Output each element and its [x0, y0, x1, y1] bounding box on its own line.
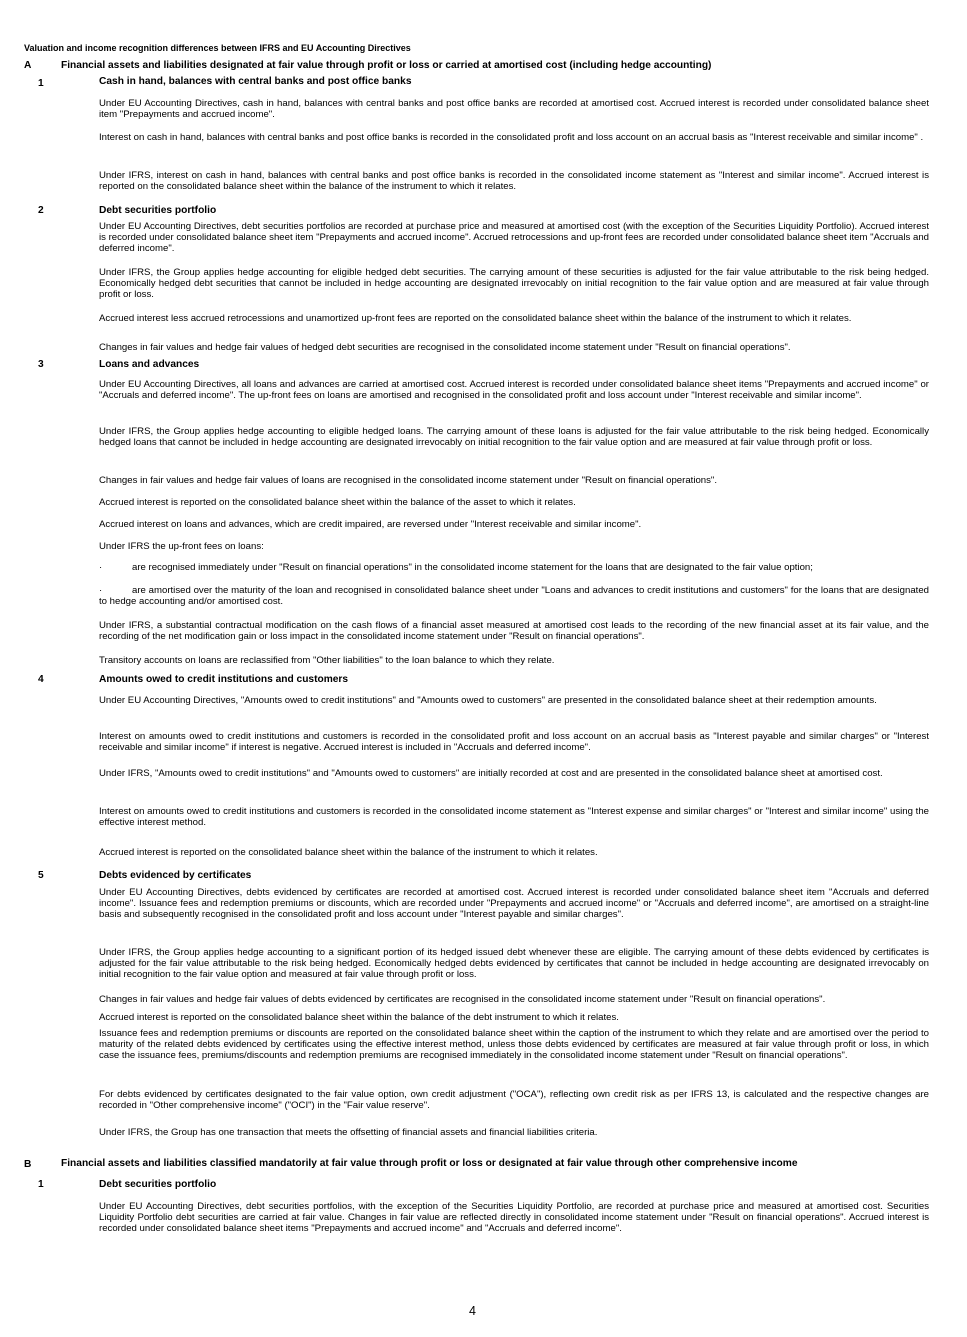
- paragraph: For debts evidenced by certificates designated to the fair value option, own credit adjustment ("OCA"), reflecting own credit risk as per IFRS 13, is calculated and the respective changes are recorded in "Other comprehensive income" ("OCI") in the "Fair value reserve".: [99, 1089, 929, 1112]
- paragraph: Under IFRS, the Group applies hedge accounting for eligible hedged debt securities. The carrying amount of these securities is adjusted for the fair value attributable to the risk being hedged. Economically hedged debt securities that cannot be included in hedge accounting are designated irrevocably on initial recognition to the fair value option and are measured at fair value through profit or loss.: [99, 267, 929, 301]
- paragraph: Under EU Accounting Directives, all loans and advances are carried at amortised cost. Accrued interest is recorded under consolidated balance sheet items "Prepayments and accrued income" or "Accruals and deferred income". The up-front fees on loans are amortised and recognised in the consolidated profit and loss account under "Interest receivable and similar income".: [99, 379, 929, 402]
- item-number: 1: [38, 1179, 44, 1190]
- paragraph: Accrued interest on loans and advances, which are credit impaired, are reversed under "Interest receivable and similar income".: [99, 519, 642, 530]
- paragraph: Accrued interest is reported on the consolidated balance sheet within the balance of the asset to which it relates.: [99, 497, 576, 508]
- paragraph: Accrued interest is reported on the consolidated balance sheet within the balance of the instrument to which it relates.: [99, 847, 598, 858]
- item-heading: Debt securities portfolio: [99, 1179, 217, 1190]
- paragraph: Interest on cash in hand, balances with central banks and post office banks is recorded in the consolidated profit and loss account on an accrual basis as "Interest receivable and similar income" .: [99, 132, 924, 143]
- paragraph: Issuance fees and redemption premiums or discounts are reported on the consolidated balance sheet within the caption of the instrument to which they relate and are amortised over the period to maturity of the related debts evidenced by certificates using the effective interest method, unless those debts evidenced by certificates are measured at fair value through profit or loss, in which case the issuance fees, premiums/discounts and redemption premiums are recognised immediately in the consolidated income statement under "Result on financial operations".: [99, 1028, 929, 1062]
- bullet-marker: ·: [99, 585, 103, 596]
- item-heading: Cash in hand, balances with central banks and post office banks: [99, 76, 412, 87]
- section-title: Financial assets and liabilities classified mandatorily at fair value through profit or loss or designated at fair value through other comprehensive income: [61, 1158, 798, 1169]
- item-number: 4: [38, 674, 44, 685]
- section-letter: A: [24, 60, 32, 71]
- paragraph: Under IFRS, "Amounts owed to credit institutions" and "Amounts owed to customers" are initially recorded at cost and are presented in the consolidated balance sheet at amortised cost.: [99, 768, 883, 779]
- paragraph: Under EU Accounting Directives, debts evidenced by certificates are recorded at amortised cost. Accrued interest is recorded under consolidated balance sheet item "Accruals and deferred income". Issuance fees and redemption premiums or discounts, which are recorded under "Prepayments and accrued income" or "Accruals and deferred income", are amortised on a straight-line basis and subsequently recognised in the consolidated profit and loss account under "Interest payable and similar charges".: [99, 887, 929, 921]
- paragraph: Under EU Accounting Directives, debt securities portfolios, with the exception of the Securities Liquidity Portfolio, are recorded at purchase price and measured at amortised cost. Securities Liquidity Portfolio debt securities are carried at fair value. Changes in fair value are reflected directly in consolidated income statement under "Result on financial operations". Accrued interest is recorded under consolidated balance sheet items "Prepayments and accrued income" and "Accruals and deferred income".: [99, 1201, 929, 1235]
- paragraph: Accrued interest less accrued retrocessions and unamortized up-front fees are reported on the consolidated balance sheet within the balance of the instrument to which it relates.: [99, 313, 852, 324]
- paragraph: Under IFRS the up-front fees on loans:: [99, 541, 264, 552]
- bullet-item: are amortised over the maturity of the loan and recognised in consolidated balance sheet under "Loans and advances to credit institutions and customers" for the loans that are designated to hedge accounting and/or amortised cost.: [99, 585, 929, 608]
- paragraph: Interest on amounts owed to credit institutions and customers is recorded in the consolidated profit and loss account on an accrual basis as "Interest payable and similar charges" or "Interest receivable and similar income" if interest is negative. Accrued interest is included in "Accruals and deferred income".: [99, 731, 929, 754]
- page-number: 4: [469, 1304, 476, 1318]
- item-heading: Debts evidenced by certificates: [99, 870, 252, 881]
- paragraph: Under EU Accounting Directives, "Amounts owed to credit institutions" and "Amounts owed to customers" are presented in the consolidated balance sheet at their redemption amounts.: [99, 695, 877, 706]
- paragraph: Changes in fair values and hedge fair values of loans are recognised in the consolidated income statement under "Result on financial operations".: [99, 475, 717, 486]
- paragraph: Under IFRS, the Group has one transaction that meets the offsetting of financial assets and financial liabilities criteria.: [99, 1127, 598, 1138]
- paragraph: Under IFRS, the Group applies hedge accounting to eligible hedged loans. The carrying amount of these loans is adjusted for the fair value attributable to the risk being hedged. Economically hedged loans that cannot be included in hedge accounting are designated irrevocably on initial recognition to the fair value option and are measured at fair value through profit or loss.: [99, 426, 929, 449]
- item-number: 3: [38, 359, 44, 370]
- item-number: 2: [38, 205, 44, 216]
- bullet-marker: ·: [99, 562, 103, 573]
- paragraph: Accrued interest is reported on the consolidated balance sheet within the balance of the debt instrument to which it relates.: [99, 1012, 619, 1023]
- section-title: Financial assets and liabilities designated at fair value through profit or loss or carried at amortised cost (including hedge accounting): [61, 60, 712, 71]
- paragraph: Changes in fair values and hedge fair values of hedged debt securities are recognised in the consolidated income statement under "Result on financial operations".: [99, 342, 791, 353]
- item-number: 1: [38, 78, 44, 89]
- bullet-item: are recognised immediately under "Result on financial operations" in the consolidated income statement for the loans that are designated to the fair value option;: [132, 562, 813, 573]
- paragraph: Under IFRS, a substantial contractual modification on the cash flows of a financial asset measured at amortised cost leads to the recording of the new financial asset at its fair value, and the recording of the net modification gain or loss impact in the consolidated income statement under "Result on financial operations".: [99, 620, 929, 643]
- page-title: Valuation and income recognition differences between IFRS and EU Accounting Directives: [24, 43, 411, 53]
- paragraph: Under IFRS, interest on cash in hand, balances with central banks and post office banks is recorded in the consolidated income statement as "Interest and similar income". Accrued interest is reported on the consolidated balance sheet within the balance of the instrument to which it relates.: [99, 170, 929, 193]
- item-heading: Amounts owed to credit institutions and customers: [99, 674, 349, 685]
- paragraph: Under EU Accounting Directives, debt securities portfolios are recorded at purchase price and measured at amortised cost (with the exception of the Securities Liquidity Portfolio). Accrued interest is recorded under consolidated balance sheet item "Prepayments and accrued income". Accrued retrocessions and up-front fees are recorded under consolidated balance sheet item "Accruals and deferred income".: [99, 221, 929, 255]
- item-number: 5: [38, 870, 44, 881]
- paragraph: Under EU Accounting Directives, cash in hand, balances with central banks and post office banks are recorded at amortised cost. Accrued interest is recorded under consolidated balance sheet item "Prepayments and accrued income".: [99, 98, 929, 121]
- paragraph: Under IFRS, the Group applies hedge accounting to a significant portion of its hedged issued debt whenever these are eligible. The carrying amount of these debts evidenced by certificates is adjusted for the fair value attributable to the risk being hedged. Economically hedged debts evidenced by certificates that cannot be included in hedge accounting are designated irrevocably on initial recognition to the fair value option and measured at fair value through profit or loss.: [99, 947, 929, 981]
- item-heading: Debt securities portfolio: [99, 205, 217, 216]
- paragraph: Interest on amounts owed to credit institutions and customers is recorded in the consolidated income statement as "Interest expense and similar charges" or "Interest and similar income" using the effective interest method.: [99, 806, 929, 829]
- section-letter: B: [24, 1159, 32, 1170]
- paragraph: Changes in fair values and hedge fair values of debts evidenced by certificates are recognised in the consolidated income statement under "Result on financial operations".: [99, 994, 826, 1005]
- item-heading: Loans and advances: [99, 359, 200, 370]
- paragraph: Transitory accounts on loans are reclassified from "Other liabilities" to the loan balance to which they relate.: [99, 655, 555, 666]
